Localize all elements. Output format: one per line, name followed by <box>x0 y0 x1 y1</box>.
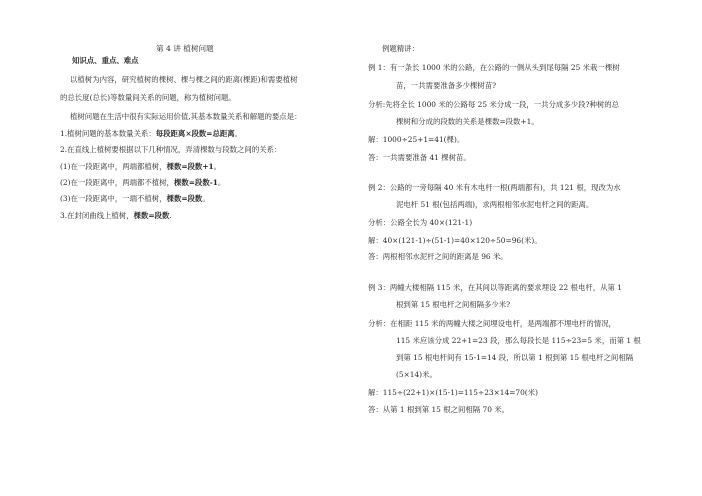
examples-heading: 例题精讲： <box>382 44 419 53</box>
case-1-end: 。 <box>213 162 222 171</box>
case-4-formula: 棵数=段数 <box>133 211 170 220</box>
case-1-text: (1)在一段距离中，两端都植树， <box>60 162 167 171</box>
case-4-text: 3.在封闭曲线上植树， <box>60 211 134 220</box>
rule-1-formula: 每段距离×段数=总距离 <box>155 129 235 138</box>
intro-line-2: 的总长度(总长)等数量间关系的问题，称为植树问题。 <box>60 93 236 102</box>
example-2-answer: 答：两根相邻水泥杆之间的距离是 96 米。 <box>368 252 508 261</box>
case-2 <box>60 178 225 188</box>
example-3-solution: 解：115÷(22+1)×(15-1)=115÷23×14=70(米) <box>368 388 538 397</box>
case-3-formula: 棵数=段数 <box>166 194 203 203</box>
example-1-question-line-2: 苗，一共需要准备多少棵树苗? <box>396 81 497 90</box>
example-3-question-line-1: 例 3：两幢大楼相隔 115 米，在其间以等距离的要求埋设 22 根电杆，从第 1 <box>368 283 622 292</box>
example-3-analysis-line-2: 115 米应该分成 22+1=23 段，那么每段长是 115÷23=5 米，而第 1 根 <box>396 336 641 345</box>
case-4 <box>60 211 172 221</box>
case-2-formula: 棵数=段数-1 <box>173 178 218 187</box>
example-2-question-line-2: 泥电杆 51 根(包括两端)，求两根相邻水泥电杆之间的距离。 <box>396 200 594 209</box>
lesson-title: 第 4 讲 植树问题 <box>156 44 214 53</box>
case-1 <box>60 162 221 172</box>
example-3-answer: 答：从第 1 根到第 15 根之间相隔 70 米。 <box>368 405 510 414</box>
example-2-solution: 解：40×(121-1)÷(51-1)=40×120÷50=96(米)。 <box>368 236 542 245</box>
example-2-question-line-1: 例 2：公路的一旁每隔 40 米有木电杆一根(两端都有)，共 121 根，现改为水 <box>368 183 621 192</box>
example-1-answer: 答：一共需要准备 41 棵树苗。 <box>368 153 471 162</box>
rule-2-intro: 2.在直线上植树要根据以下几种情况，弄清棵数与段数之间的关系： <box>60 145 282 154</box>
example-3-analysis-line-1: 分析：在相距 115 米的两幢大楼之间埋设电杆，是两端都不埋电杆的情况， <box>368 319 616 328</box>
case-2-text: (2)在一段距离中，两端都不植树， <box>60 178 174 187</box>
example-3-analysis-line-4: (5×14)米。 <box>396 370 437 379</box>
case-3 <box>60 194 210 204</box>
case-4-end: . <box>169 211 172 220</box>
example-3-analysis-line-3: 到第 15 根电杆间有 15-1=14 段，所以第 1 根到第 15 根电杆之间相隔 <box>396 353 634 362</box>
intro-line-1: 以植树为内容，研究植树的棵树、棵与棵之间的距离(棵距)和需要植树 <box>70 75 298 84</box>
section-subtitle: 知识点、重点、难点 <box>72 56 139 65</box>
example-1-analysis-line-1: 分析:先将全长 1000 米的公路每 25 米分成一段，一共分成多少段?种树的总 <box>368 100 620 109</box>
example-1-solution: 解：1000÷25+1=41(棵)。 <box>368 135 465 144</box>
case-2-end: 。 <box>217 178 226 187</box>
rule-1-end: 。 <box>234 129 243 138</box>
example-2-analysis: 分析：公路全长为 40×(121-1) <box>368 218 473 227</box>
rule-1-label: 1.植树问题的基本数量关系： <box>60 129 156 138</box>
example-1-analysis-line-2: 棵树和分成的段数的关系是棵数=段数+1。 <box>396 117 539 126</box>
case-3-text: (3)在一段距离中，一端不植树， <box>60 194 167 203</box>
key-points-line-2 <box>60 129 242 139</box>
case-3-end: 。 <box>202 194 210 203</box>
case-1-formula: 棵数=段数+1 <box>166 162 214 171</box>
example-1-question-line-1: 例 1：有一条长 1000 米的公路，在公路的一侧从头到尾每隔 25 米栽一棵树 <box>368 63 620 72</box>
example-3-question-line-2: 根到第 15 根电杆之间相隔多少米? <box>396 300 511 309</box>
key-points-line-1: 植树问题在生活中很有实际运用价值,其基本数量关系和解题的要点是： <box>70 112 302 121</box>
